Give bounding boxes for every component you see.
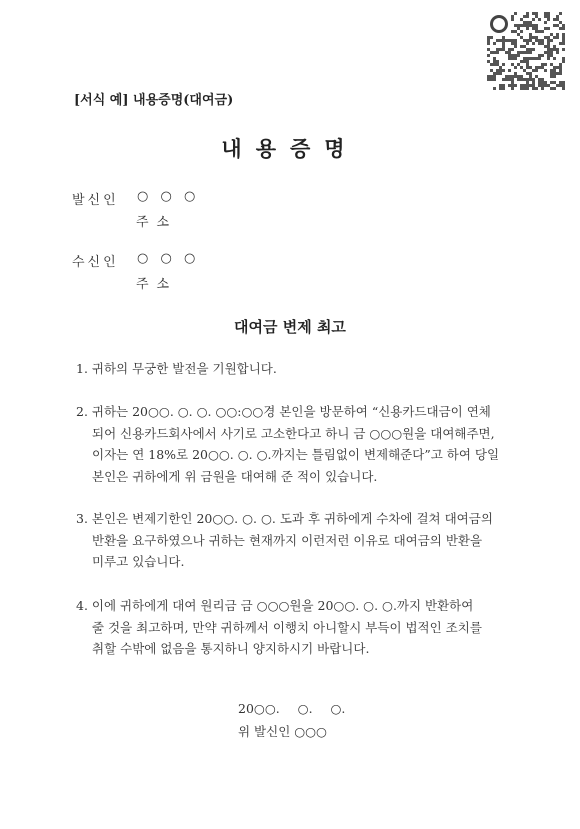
paragraph-line: 2. 귀하는 20○○. ○. ○. ○○:○○경 본인을 방문하여 “신용카드대금이 연체 bbox=[76, 404, 491, 419]
paragraph-3 bbox=[76, 508, 502, 573]
form-example-label: [서식 예] 내용증명(대여금) bbox=[74, 93, 234, 108]
paragraph-line: 되어 신용카드회사에서 사기로 고소한다고 하니 금 ○○○원을 대여해주면, bbox=[92, 425, 495, 441]
paragraph-1 bbox=[76, 358, 502, 380]
sender-name: ○ ○ ○ bbox=[137, 189, 200, 204]
paragraph-line: 취할 수밖에 없음을 통지하니 양지하시기 바랍니다. bbox=[92, 641, 370, 656]
paragraph-line: 이자는 연 18%로 20○○. ○. ○.까지는 틀림없이 변제해준다”고 하여 당일 bbox=[92, 447, 500, 462]
paragraph-line: 줄 것을 최고하며, 만약 귀하께서 이행치 아니할시 부득이 법적인 조치를 bbox=[92, 619, 482, 635]
document-date: 20○○. ○. ○. bbox=[238, 701, 346, 716]
signer-line: 위 발신인 ○○○ bbox=[238, 724, 327, 739]
paragraph-line: 4. 이에 귀하에게 대여 원리금 금 ○○○원을 20○○. ○. ○.까지 반환하여 bbox=[76, 598, 474, 613]
receiver-address-label: 주소 bbox=[136, 277, 178, 292]
document-title: 내용증명 bbox=[221, 136, 359, 161]
paragraph-2 bbox=[76, 401, 502, 487]
receiver-name: ○ ○ ○ bbox=[137, 251, 200, 266]
paragraph-line: 미루고 있습니다. bbox=[92, 554, 185, 569]
sender-address-label: 주소 bbox=[136, 215, 178, 230]
sender-label: 발신인 bbox=[72, 193, 119, 208]
document-subtitle: 대여금 변제 최고 bbox=[234, 318, 346, 336]
paragraph-line: 3. 본인은 변제기한인 20○○. ○. ○. 도과 후 귀하에게 수차에 걸쳐 대여금의 bbox=[76, 511, 493, 526]
paragraph-line: 본인은 귀하에게 위 금원을 대여해 준 적이 있습니다. bbox=[92, 468, 378, 484]
paragraph-4 bbox=[76, 595, 502, 660]
paragraph-line: 1. 귀하의 무궁한 발전을 기원합니다. bbox=[76, 361, 277, 376]
receiver-label: 수신인 bbox=[72, 255, 119, 270]
paragraph-line: 반환을 요구하였으나 귀하는 현재까지 이런저런 이유로 대여금의 반환을 bbox=[92, 532, 483, 548]
qr-stamp-logo bbox=[487, 12, 565, 90]
